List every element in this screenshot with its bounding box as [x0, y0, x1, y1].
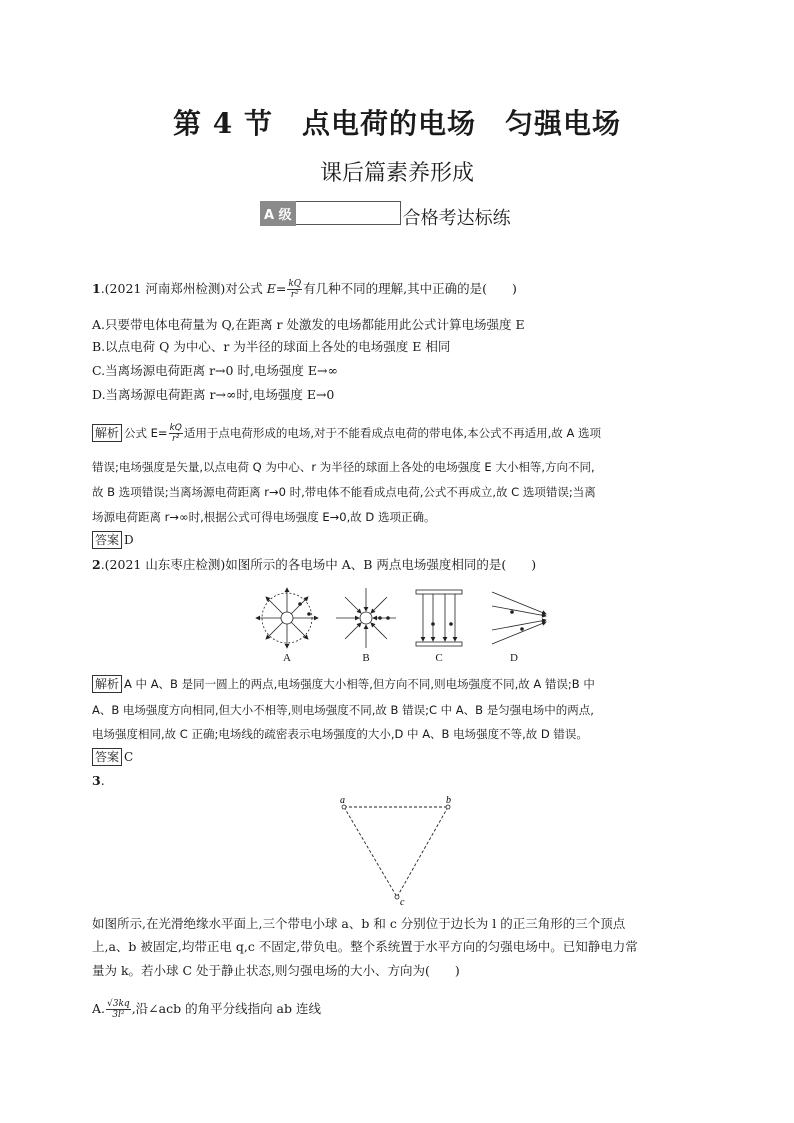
level-box — [296, 201, 401, 225]
q2-figure-c — [416, 590, 462, 646]
q2-answer — [92, 748, 133, 766]
page-subtitle: 课后篇素养形成 — [319, 161, 474, 186]
q1-answer — [92, 531, 134, 549]
q1-formula — [287, 279, 302, 300]
q2-figure-label-a: A — [283, 652, 291, 664]
q1-analysis-line3: 故 B 选项错误;当离场源电荷距离 r→0 时,带电体不能看成点电荷,公式不再成立,故 C 选项错误;当离 — [92, 485, 596, 499]
q1-option-a: A.只要带电体电荷量为 Q,在距离 r 处激发的电场都能用此公式计算电场强度 E — [92, 317, 525, 332]
q1-formula-lhs: E= — [266, 281, 287, 296]
q3-stem-line3: 量为 k。若小球 C 处于静止状态,则匀强电场的大小、方向为( ) — [92, 963, 460, 978]
q1-analysis-line2: 错误;电场强度是矢量,以点电荷 Q 为中心、r 为半径的球面上各处的电场强度 E 大小相等,方向不同, — [92, 460, 595, 474]
q3-number-line — [92, 770, 105, 792]
q3-stem-line1: 如图所示,在光滑绝缘水平面上,三个带电小球 a、b 和 c 分别位于边长为 l 的正三角形的三个顶点 — [92, 916, 626, 931]
q3-label-a: a — [340, 795, 345, 806]
q1-formula-num: kQ — [288, 279, 302, 289]
q3-side-bc — [397, 807, 448, 897]
q1-option-d: D.当离场源电荷距离 r→∞时,电场强度 E→0 — [92, 387, 335, 402]
q3-option-a-den: 3l² — [112, 1010, 125, 1020]
q3-option-a-formula — [106, 999, 131, 1020]
q3-label-b: b — [446, 795, 451, 806]
q1-analysis-formula-den: r² — [172, 434, 180, 444]
q1-answer-label: 答案 — [92, 531, 122, 549]
q1-analysis-line1 — [92, 421, 601, 446]
q1-stem — [92, 278, 517, 300]
q3-side-ac — [344, 807, 397, 897]
q1-suffix: 有几种不同的理解,其中正确的是( ) — [303, 281, 517, 296]
q2-analysis-line1 — [92, 672, 595, 697]
q2-figure-label-c: C — [435, 652, 443, 664]
q2-figure-label-d: D — [510, 652, 518, 664]
q1-analysis-prefix: 公式 E= — [124, 426, 168, 440]
q2-analysis-line3: 电场强度相同,故 C 正确;电场线的疏密表示电场强度的大小,D 中 A、B 电场强度不等,故 D 错误。 — [92, 727, 588, 741]
q3-triangle-figure — [330, 794, 460, 906]
level-tag: A 级 — [260, 201, 296, 226]
q1-analysis-line4: 场源电荷距离 r→∞时,根据公式可得电场强度 E→0,故 D 选项正确。 — [92, 510, 436, 524]
q2-figure-a — [256, 588, 318, 648]
q2-stem — [92, 554, 536, 576]
q3-dot: . — [100, 773, 105, 788]
q1-prefix: .(2021 河南郑州检测)对公式 — [100, 281, 267, 296]
q1-analysis-text1: 适用于点电荷形成的电场,对于不能看成点电荷的带电体,本公式不再适用,故 A 选项 — [183, 426, 602, 440]
q1-analysis-formula — [169, 423, 183, 444]
q3-number: 3 — [92, 773, 101, 788]
q2-answer-value: C — [124, 750, 134, 764]
q3-ball-c — [395, 895, 399, 899]
q3-option-a-suffix: ,沿∠acb 的角平分线指向 ab 连线 — [131, 1001, 321, 1016]
q2-analysis-text1: A 中 A、B 是同一圆上的两点,电场强度大小相等,但方向不同,则电场强度不同,故 A 错误;B 中 — [124, 677, 595, 691]
q1-analysis-formula-num: kQ — [169, 423, 182, 433]
q2-figure-b — [336, 588, 396, 648]
level-label: 合格考达标练 — [402, 208, 511, 229]
page-title: 第 4 节 点电荷的电场 匀强电场 — [173, 107, 621, 140]
q2-figure-d — [492, 592, 546, 644]
q2-analysis-line2: A、B 电场强度方向相同,但大小不相等,则电场强度不同,故 B 错误;C 中 A、B 是匀强电场中的两点, — [92, 703, 594, 717]
q2-stem-text: .(2021 山东枣庄检测)如图所示的各电场中 A、B 两点电场强度相同的是( ) — [100, 557, 537, 572]
q1-formula-den: r² — [290, 290, 299, 300]
q3-option-a-prefix: A. — [92, 1001, 106, 1016]
q2-figure-label-b: B — [362, 652, 370, 664]
q1-analysis-label: 解析 — [92, 424, 122, 442]
q1-answer-value: D — [124, 533, 134, 547]
q1-option-c: C.当离场源电荷距离 r→0 时,电场强度 E→∞ — [92, 363, 338, 378]
q1-number: 1 — [92, 281, 101, 296]
q3-option-a-num: √3kq — [107, 999, 130, 1009]
q2-number: 2 — [92, 557, 101, 572]
q2-analysis-label: 解析 — [92, 675, 122, 693]
q1-option-b: B.以点电荷 Q 为中心、r 为半径的球面上各处的电场强度 E 相同 — [92, 339, 451, 354]
q2-answer-label: 答案 — [92, 748, 122, 766]
level-banner — [260, 200, 511, 229]
q3-label-c: c — [400, 897, 405, 906]
q3-stem-line2: 上,a、b 被固定,均带正电 q,c 不固定,带负电。整个系统置于水平方向的匀强电场中。已知静电力常 — [92, 939, 638, 954]
q3-option-a — [92, 998, 321, 1020]
